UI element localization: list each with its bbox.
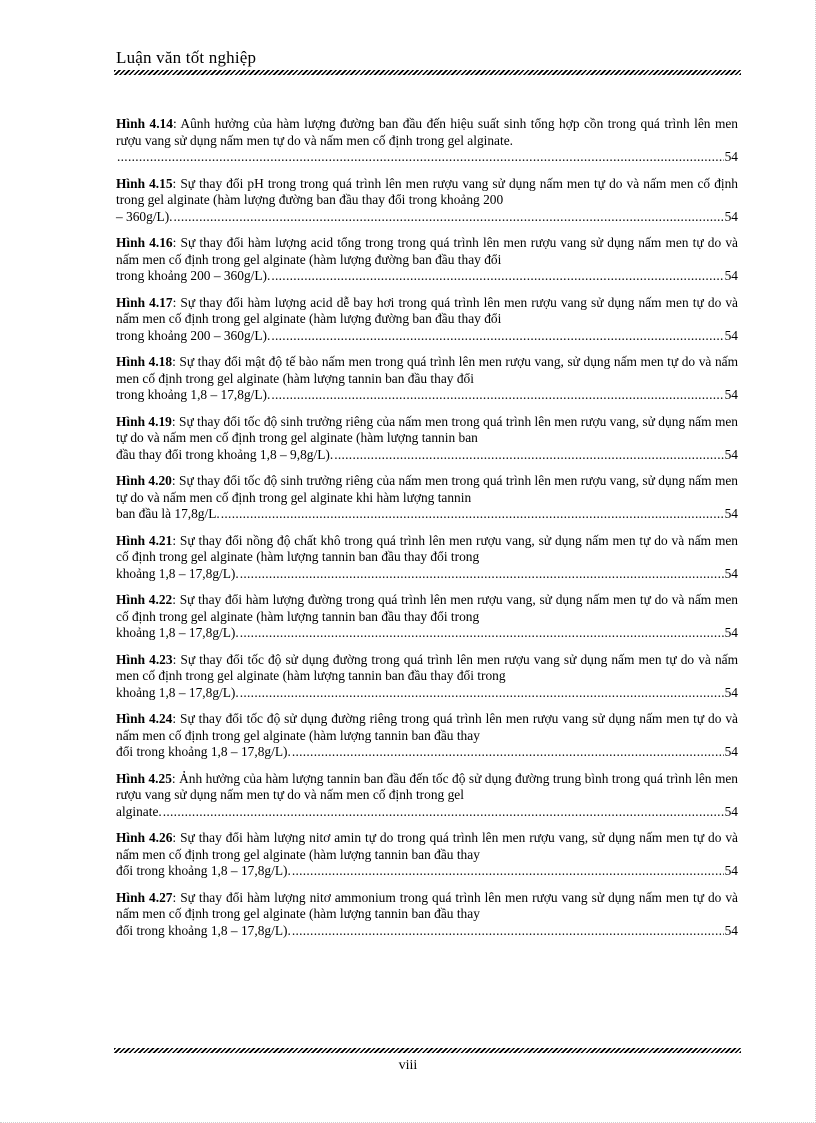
page-ref: 54 xyxy=(724,625,738,640)
page-ref: 54 xyxy=(724,208,738,224)
figure-caption: : Sự thay đổi hàm lượng đường trong quá trình lên men rượu vang, sử dụng nấm men tự do và nấm men cố định trong gel alginate (hàm lượng tannin ban đầu thay đổi trong xyxy=(116,592,738,624)
toc-entry-fig-4-23[interactable] xyxy=(116,652,738,702)
figure-caption: : Sự thay đổi tốc độ sử dụng đường riêng trong quá trình lên men rượu vang sử dụng nấm men tự do và nấm men cố định trong gel alginate (hàm lượng tannin ban đầu thay xyxy=(116,711,738,743)
figure-label: Hình 4.19 xyxy=(116,413,172,429)
figure-caption-tail: – 360g/L). xyxy=(116,208,173,224)
dot-leader xyxy=(117,149,724,166)
page-number: viii xyxy=(398,1058,418,1073)
figure-caption: : Sự thay đổi tốc độ sử dụng đường trong quá trình lên men rượu vang sử dụng nấm men tự do và nấm men cố định trong gel alginate (hàm lượng tannin ban đầu thay đổi trong xyxy=(116,651,738,683)
figure-caption: : Sự thay đổi hàm lượng nitơ ammonium trong quá trình lên men rượu vang sử dụng nấm men tự do và nấm men cố định trong gel alginate (hàm lượng tannin ban đầu thay xyxy=(116,889,738,921)
figure-label: Hình 4.21 xyxy=(116,532,173,548)
dot-leader xyxy=(271,328,723,345)
toc-entry-fig-4-17[interactable] xyxy=(116,295,738,345)
toc-entry-fig-4-25[interactable] xyxy=(116,771,738,821)
running-header-title: Luận văn tốt nghiệp xyxy=(116,48,257,67)
figure-caption-tail: đầu thay đổi trong khoảng 1,8 – 9,8g/L). xyxy=(116,446,334,462)
figure-caption: : Sự thay đổi mật độ tế bào nấm men trong quá trình lên men rượu vang, sử dụng nấm men tự do và nấm men cố định trong gel alginate (hàm lượng tannin ban đầu thay đổi xyxy=(116,354,739,386)
dot-leader xyxy=(292,923,724,940)
toc-entry-fig-4-21[interactable] xyxy=(116,533,738,583)
figure-caption: : Sự thay đổi hàm lượng acid tổng trong trong quá trình lên men rượu vang sử dụng nấm men tự do và nấm men cố định trong gel alginate (hàm lượng đường ban đầu thay đổi xyxy=(116,235,739,267)
figure-label: Hình 4.18 xyxy=(116,354,173,369)
figure-label: Hình 4.24 xyxy=(116,711,173,726)
figure-caption: : Sự thay đổi hàm lượng nitơ amin tự do trong quá trình lên men rượu vang, sử dụng nấm men tự do và nấm men cố định trong gel alginate (hàm lượng tannin ban đầu thay xyxy=(116,830,738,862)
dot-leader xyxy=(221,506,724,523)
figure-caption: : Sự thay đổi nồng độ chất khô trong quá trình lên men rượu vang, sử dụng nấm men tự do và nấm men cố định trong gel alginate (hàm lượng tannin ban đầu thay đổi trong xyxy=(116,532,738,564)
page-ref: 54 xyxy=(724,803,738,819)
toc-entry-fig-4-18[interactable] xyxy=(116,354,738,404)
dot-leader xyxy=(271,387,723,404)
toc-entry-fig-4-26[interactable] xyxy=(116,830,738,880)
figure-caption: : Sự thay đổi pH trong trong quá trình lên men rượu vang sử dụng nấm men tự do và nấm men cố định trong gel alginate (hàm lượng đường ban đầu thay đổi trong khoảng 200 xyxy=(116,175,738,207)
figure-caption-tail: trong khoảng 200 – 360g/L). xyxy=(116,268,271,283)
dot-leader xyxy=(240,625,724,642)
figure-caption-tail: khoảng 1,8 – 17,8g/L). xyxy=(116,684,239,700)
figure-label: Hình 4.20 xyxy=(116,473,172,488)
dot-leader xyxy=(271,268,723,285)
figure-caption-tail: alginate. xyxy=(116,803,162,819)
figure-caption-tail: khoảng 1,8 – 17,8g/L). xyxy=(116,625,239,640)
page-ref: 54 xyxy=(724,327,738,343)
figure-label: Hình 4.14 xyxy=(116,116,173,131)
header-rule xyxy=(114,70,741,75)
toc-entry-fig-4-15[interactable] xyxy=(116,176,738,226)
figure-caption-tail: ban đầu là 17,8g/L. xyxy=(116,506,220,521)
toc-entry-fig-4-24[interactable] xyxy=(116,711,738,761)
page-ref: 54 xyxy=(724,149,738,164)
figure-caption-tail: đổi trong khoảng 1,8 – 17,8g/L). xyxy=(116,863,291,878)
figure-caption: : Sự thay đổi hàm lượng acid dễ bay hơi trong quá trình lên men rượu vang sử dụng nấm men tự do và nấm men cố định trong gel alginate (hàm lượng đường ban đầu thay đổi xyxy=(116,294,739,326)
page-ref: 54 xyxy=(724,565,738,581)
figure-label: Hình 4.15 xyxy=(116,175,173,191)
toc-entry-fig-4-16[interactable] xyxy=(116,235,738,285)
figure-label: Hình 4.26 xyxy=(116,830,173,845)
dot-leader xyxy=(292,744,724,761)
figure-caption: : Ảnh hưởng của hàm lượng tannin ban đầu đến tốc độ sử dụng đường trung bình trong quá trình lên men rượu vang sử dụng nấm men tự do và nấm men cố định trong gel xyxy=(116,770,738,802)
page-ref: 54 xyxy=(724,506,738,521)
toc-entry-fig-4-22[interactable] xyxy=(116,592,738,642)
figure-label: Hình 4.17 xyxy=(116,294,173,310)
page-ref: 54 xyxy=(724,268,738,283)
page-ref: 54 xyxy=(724,387,738,402)
figure-label: Hình 4.23 xyxy=(116,651,173,667)
toc-entry-fig-4-20[interactable] xyxy=(116,473,738,523)
figure-label: Hình 4.25 xyxy=(116,770,172,786)
toc-entry-fig-4-19[interactable] xyxy=(116,414,738,464)
figure-label: Hình 4.22 xyxy=(116,592,173,607)
figure-label: Hình 4.27 xyxy=(116,889,173,905)
toc-entry-fig-4-27[interactable] xyxy=(116,890,738,940)
figure-caption-tail: khoảng 1,8 – 17,8g/L). xyxy=(116,565,239,581)
toc-entry-fig-4-14[interactable] xyxy=(116,116,738,166)
figure-caption: : Aûnh hưởng của hàm lượng đường ban đầu đến hiệu suất sinh tổng hợp cồn trong quá trình lên men rượu vang sử dụng nấm men tự do và nấm men cố định trong gel alginate. xyxy=(116,116,739,148)
page-ref: 54 xyxy=(724,684,738,700)
figure-caption-tail: đổi trong khoảng 1,8 – 17,8g/L). xyxy=(116,922,291,938)
page-ref: 54 xyxy=(724,446,738,462)
footer-rule xyxy=(114,1048,741,1053)
figure-label: Hình 4.16 xyxy=(116,235,173,250)
dot-leader xyxy=(292,863,724,880)
page-ref: 54 xyxy=(724,922,738,938)
dot-leader xyxy=(240,685,724,702)
figure-caption-tail: trong khoảng 200 – 360g/L). xyxy=(116,327,271,343)
page-ref: 54 xyxy=(724,744,738,759)
dot-leader xyxy=(334,447,723,464)
dot-leader xyxy=(174,209,724,226)
figure-caption: : Sự thay đổi tốc độ sinh trưởng riêng của nấm men trong quá trình lên men rượu vang, sử dụng nấm men tự do và nấm men cố định trong gel alginate (hàm lượng tannin ban xyxy=(116,413,738,445)
page-ref: 54 xyxy=(724,863,738,878)
figure-caption-tail: đổi trong khoảng 1,8 – 17,8g/L). xyxy=(116,744,291,759)
list-of-figures xyxy=(116,116,738,949)
dot-leader xyxy=(163,804,724,821)
figure-caption-tail: trong khoảng 1,8 – 17,8g/L). xyxy=(116,387,271,402)
figure-caption: : Sự thay đổi tốc độ sinh trưởng riêng của nấm men trong quá trình lên men rượu vang, sử dụng nấm men tự do và nấm men cố định trong gel alginate khi hàm lượng tannin xyxy=(116,473,738,505)
dot-leader xyxy=(240,566,724,583)
